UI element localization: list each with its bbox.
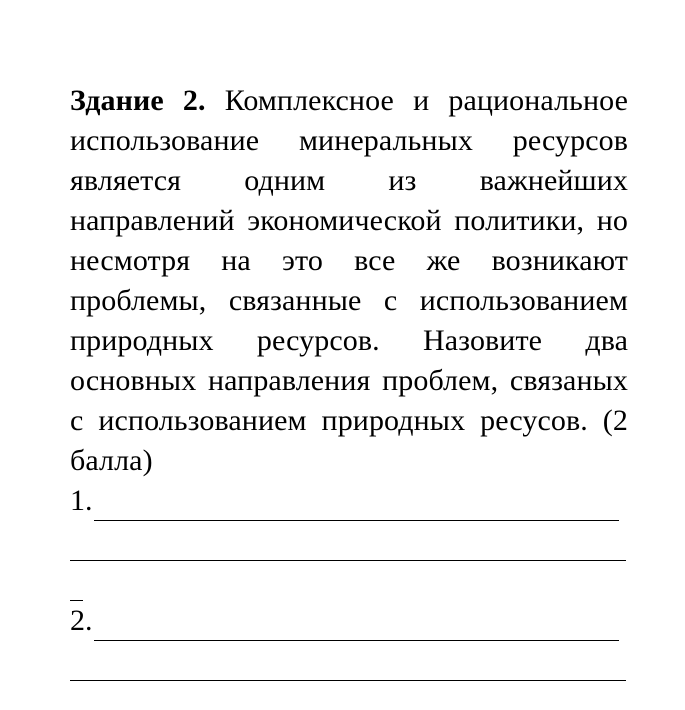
answer-1-continuation-line[interactable] [70,534,626,561]
answer-1-stub-line [70,574,83,601]
answer-1-continuation-row [70,521,628,561]
answer-1-number: 1. [70,484,93,517]
task-text-block [70,81,628,481]
answer-2-line[interactable] [94,614,619,641]
answer-area [70,481,628,681]
answer-2-number: 2. [70,604,93,637]
answer-1-row [70,481,628,521]
answer-1-stub-row [70,561,628,601]
task-label: Здание 2. [70,84,206,117]
task-question: Комплексное и рациональное использование минеральных ресурсов является одним из важнейших направлений экономической политики, но несмотря на это все же возникают проблемы, связанные с использованием природных ресурсов. Назовите два основных направления проблем, связаных с использованием природных ресусов. (2 балла) [70,84,628,477]
answer-2-continuation-row [70,641,628,681]
answer-1-line[interactable] [94,494,619,521]
answer-2-row [70,601,628,641]
answer-2-continuation-line[interactable] [70,654,626,681]
